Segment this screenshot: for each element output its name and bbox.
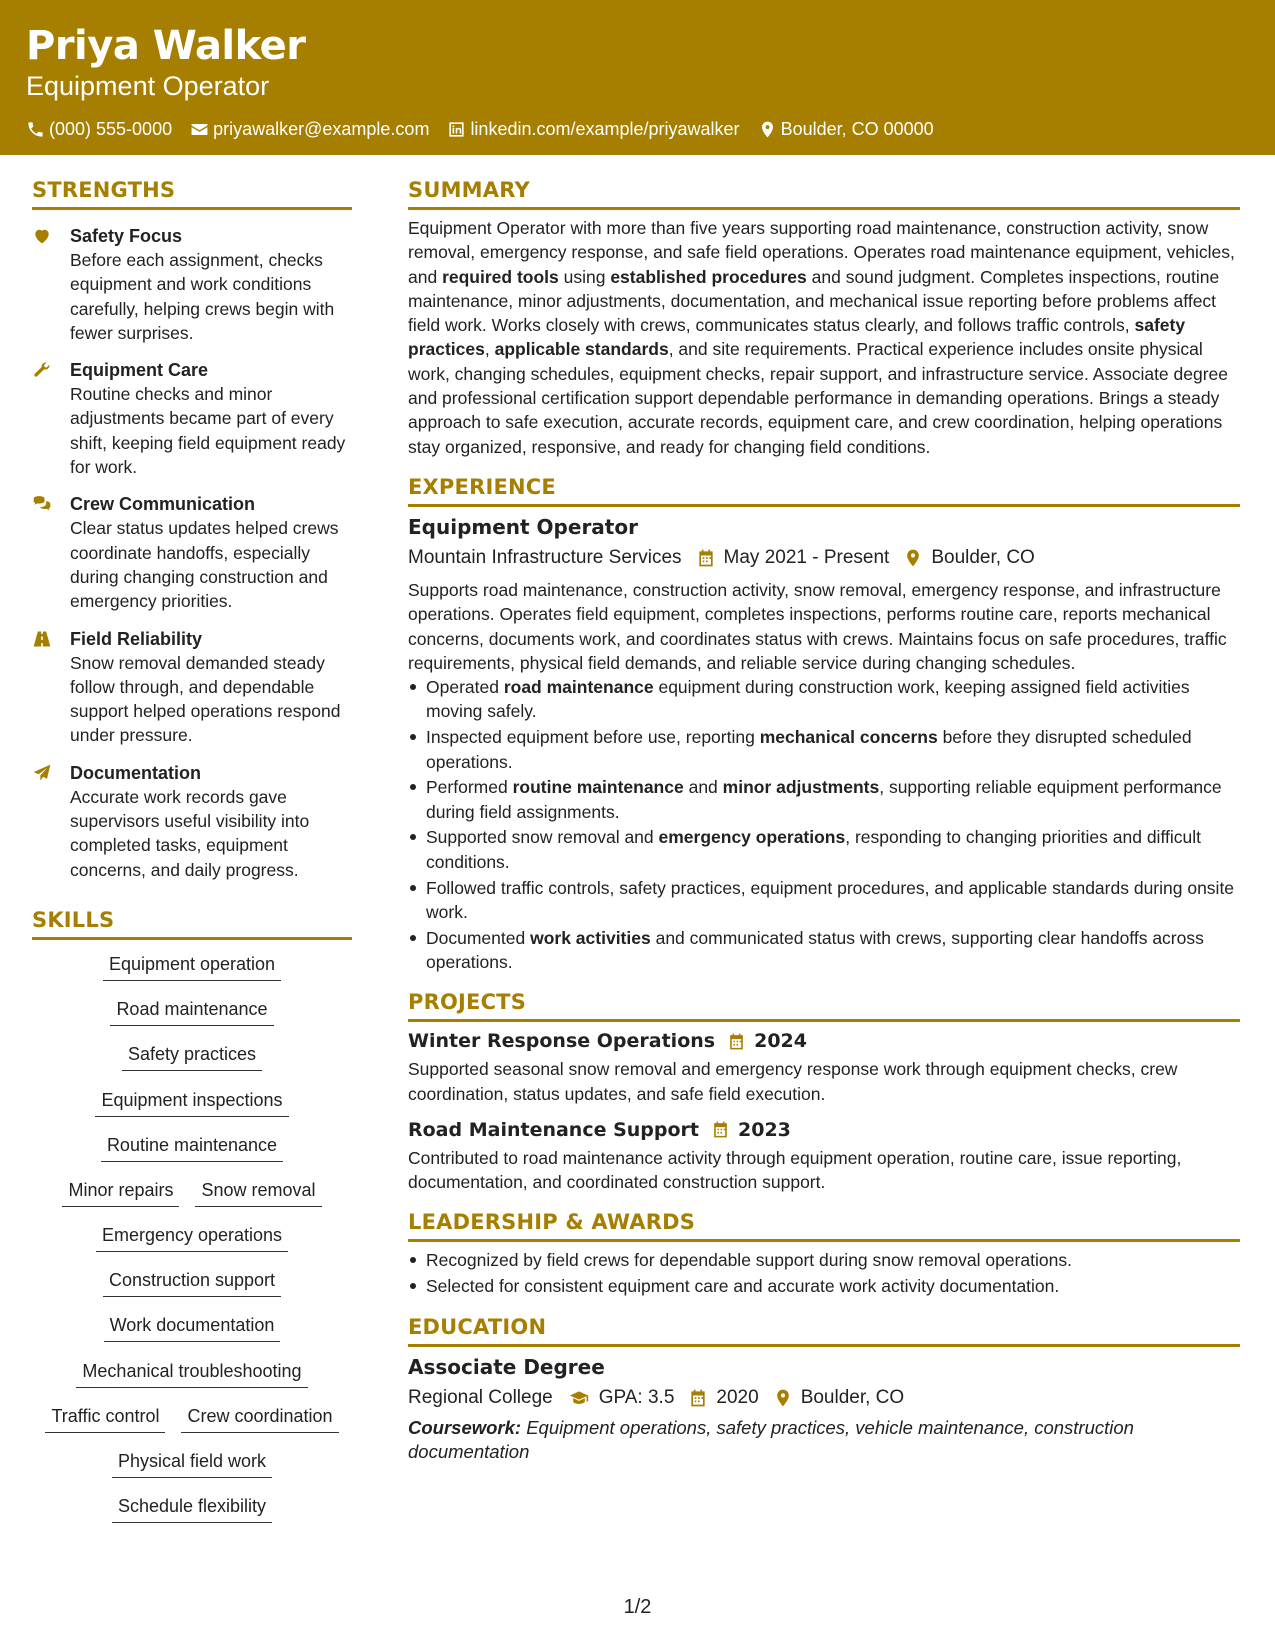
text-run: and sound judgment. Completes inspections, routine maintenance, minor adjustments, documentation, and mechanical issue reporting before problems affect field work. Works closely with crews, communicates status clearly, and follows traffic controls, xyxy=(408,266,1220,336)
strength-item xyxy=(32,761,352,882)
paper-plane-icon xyxy=(32,763,52,783)
contact-location xyxy=(758,118,934,140)
list-item xyxy=(426,876,1240,925)
coursework-label: Coursework: xyxy=(408,1416,522,1438)
wrench-icon xyxy=(32,360,52,380)
summary-heading: SUMMARY xyxy=(408,176,1240,210)
job-title: Equipment Operator xyxy=(408,514,638,539)
strength-description: Before each assignment, checks equipment and work conditions carefully, helping crews begin with fewer surprises. xyxy=(70,250,335,343)
coursework xyxy=(408,1416,1240,1464)
skill-tag: Snow removal xyxy=(195,1176,321,1207)
bold-text: road maintenance xyxy=(503,677,654,698)
text-run: using xyxy=(558,266,611,287)
school-location: Boulder, CO xyxy=(800,1386,905,1408)
text-run: Supported snow removal and xyxy=(426,827,659,848)
text-run: Documented xyxy=(426,927,531,948)
calendar-icon xyxy=(727,1032,746,1051)
contact-phone[interactable] xyxy=(26,118,172,140)
text-run: before they disrupted scheduled operations. xyxy=(426,727,1192,772)
strength-description: Clear status updates helped crews coordinate handoffs, especially during changing construction and emergency priorities. xyxy=(70,518,339,612)
project-year: 2024 xyxy=(754,1030,807,1053)
skill-tag: Safety practices xyxy=(122,1040,262,1071)
resume-header xyxy=(0,0,1275,155)
contact-phone-text: (000) 555-0000 xyxy=(49,119,173,139)
location-pin-icon xyxy=(758,120,777,139)
job-bullets xyxy=(408,675,1240,974)
skill-tag: Emergency operations xyxy=(96,1221,288,1252)
bold-text: mechanical concerns xyxy=(759,727,938,748)
skill-tag: Physical field work xyxy=(112,1447,272,1478)
skill-tag: Equipment operation xyxy=(103,950,281,981)
bold-text: minor adjustments xyxy=(722,777,880,798)
contact-email[interactable] xyxy=(190,118,429,140)
bold-text: required tools xyxy=(442,266,559,287)
comments-icon xyxy=(32,494,52,514)
job-meta xyxy=(408,544,1240,572)
project-title: Road Maintenance Support xyxy=(408,1118,700,1141)
strength-description: Accurate work records gave supervisors useful visibility into completed tasks, equipment concerns, and daily progress. xyxy=(70,786,310,880)
project-title-row xyxy=(408,1116,1240,1144)
text-run: and communicated status with crews, supporting clear handoffs across operations. xyxy=(426,927,1204,972)
strength-item xyxy=(32,358,352,479)
strength-description: Snow removal demanded steady follow through, and dependable support helped operations respond under pressure. xyxy=(70,652,341,746)
left-column xyxy=(32,176,352,1537)
strength-title: Safety Focus xyxy=(70,226,183,246)
graduation-year: 2020 xyxy=(716,1386,759,1408)
strength-item xyxy=(32,492,352,613)
page-number: 1/2 xyxy=(623,1596,652,1618)
text-run: and xyxy=(683,777,723,798)
education-heading: EDUCATION xyxy=(408,1313,1240,1347)
skills-heading: SKILLS xyxy=(32,906,352,940)
calendar-icon xyxy=(688,1388,708,1408)
text-run: , supporting reliable equipment performance during field assignments. xyxy=(426,777,1222,822)
bold-text: safety practices xyxy=(408,315,1186,360)
candidate-title: Equipment Operator xyxy=(26,71,270,101)
contact-linkedin-text: linkedin.com/example/priyawalker xyxy=(470,119,740,139)
bold-text: established procedures xyxy=(610,266,807,287)
text-run: Inspected equipment before use, reporting xyxy=(426,727,760,748)
skill-tag: Routine maintenance xyxy=(101,1131,283,1162)
list-item xyxy=(426,825,1240,874)
road-icon xyxy=(32,629,52,649)
skill-tag: Equipment inspections xyxy=(95,1086,288,1117)
strengths-heading: STRENGTHS xyxy=(32,176,352,210)
location-pin-icon xyxy=(903,548,923,568)
school-name: Regional College xyxy=(408,1386,553,1408)
text-run: Operated xyxy=(426,677,504,698)
text-run: Equipment Operator with more than five years supporting road maintenance, construction activity, snow removal, emergency response, and safe field operations. Operates road maintenance equipment, vehicles, and xyxy=(408,218,1235,287)
coursework-text: Equipment operations, safety practices, vehicle maintenance, construction documentation xyxy=(408,1416,1134,1462)
strength-title: Field Reliability xyxy=(70,628,203,649)
project-year: 2023 xyxy=(738,1118,791,1141)
strength-item xyxy=(32,224,352,345)
projects-heading: PROJECTS xyxy=(408,988,1240,1022)
skill-tag: Work documentation xyxy=(104,1311,281,1342)
graduation-cap-icon xyxy=(567,1388,591,1408)
list-item xyxy=(426,926,1240,975)
project-title: Winter Response Operations xyxy=(408,1030,716,1053)
heart-icon xyxy=(32,226,52,246)
strength-title: Documentation xyxy=(70,762,202,783)
skill-tag: Minor repairs xyxy=(62,1176,179,1207)
location-pin-icon xyxy=(773,1388,793,1408)
strengths-list xyxy=(32,210,352,882)
bold-text: applicable standards xyxy=(494,339,669,360)
leadership-list xyxy=(408,1248,1240,1298)
text-run: Followed traffic controls, safety practices, equipment procedures, and applicable standards during onsite work. xyxy=(426,877,1235,922)
calendar-icon xyxy=(711,1120,730,1139)
skill-tag: Crew coordination xyxy=(181,1402,338,1433)
job-company: Mountain Infrastructure Services xyxy=(408,546,682,568)
job-description: Supports road maintenance, construction activity, snow removal, emergency response, and infrastructure operations. Operates field equipment, completes inspections, performs routine care, reports mechanical concerns, documents work, and coordinates status with crews. Maintains focus on safe procedures, traffic requirements, physical field demands, and reliable service during changing schedules. xyxy=(408,579,1227,673)
text-run: equipment during construction work, keeping assigned field activities moving safely. xyxy=(426,677,1190,722)
text-run: Performed xyxy=(426,777,513,798)
text-run: , and site requirements. Practical experience includes onsite physical work, changing schedules, equipment checks, repair support, and infrastructure service. Associate degree and professional certification support dependable performance in demanding operations. Brings a steady approach to safe execution, accurate records, equipment care, and crew coordination, helping operations stay organized, responsive, and ready for changing field conditions. xyxy=(408,339,1229,457)
linkedin-icon xyxy=(447,120,466,139)
skill-tag: Mechanical troubleshooting xyxy=(76,1357,307,1388)
bold-text: routine maintenance xyxy=(512,777,684,798)
contact-email-text: priyawalker@example.com xyxy=(213,119,430,139)
job-dates: May 2021 - Present xyxy=(723,546,890,568)
bold-text: work activities xyxy=(530,927,651,948)
calendar-icon xyxy=(696,548,716,568)
education-meta xyxy=(408,1384,1240,1412)
text-run: , responding to changing priorities and difficult conditions. xyxy=(426,827,1201,872)
skill-tag: Traffic control xyxy=(45,1402,165,1433)
contact-location-text: Boulder, CO 00000 xyxy=(780,119,934,139)
skill-tag: Road maintenance xyxy=(110,995,273,1026)
text-run: , xyxy=(484,339,495,360)
right-column xyxy=(408,176,1240,1464)
candidate-name: Priya Walker xyxy=(26,23,306,69)
leadership-heading: LEADERSHIP & AWARDS xyxy=(408,1208,1240,1242)
project-description: Supported seasonal snow removal and emergency response work through equipment checks, crew coordination, status updates, and safe field execution. xyxy=(408,1059,1178,1104)
gpa: GPA: 3.5 xyxy=(598,1386,675,1408)
contact-linkedin[interactable] xyxy=(447,118,739,140)
skills-list xyxy=(32,950,352,1537)
degree: Associate Degree xyxy=(408,1354,605,1379)
summary-text xyxy=(408,216,1240,459)
strength-title: Crew Communication xyxy=(70,494,256,515)
phone-icon xyxy=(26,120,45,139)
skill-tag: Schedule flexibility xyxy=(112,1492,272,1523)
list-item: Recognized by field crews for dependable support during snow removal operations. xyxy=(426,1248,1240,1272)
list-item xyxy=(426,675,1240,724)
bold-text: emergency operations xyxy=(658,827,846,848)
list-item xyxy=(426,775,1240,824)
experience-heading: EXPERIENCE xyxy=(408,473,1240,507)
project-title-row xyxy=(408,1027,1240,1055)
project-description: Contributed to road maintenance activity through equipment operation, routine care, issue reporting, documentation, and coordinated construction support. xyxy=(408,1147,1182,1193)
strength-item xyxy=(32,627,352,748)
contact-bar xyxy=(26,118,1249,140)
envelope-icon xyxy=(190,120,209,139)
strength-description: Routine checks and minor adjustments became part of every shift, keeping field equipment ready for work. xyxy=(70,384,346,478)
strength-title: Equipment Care xyxy=(70,360,209,381)
job-location: Boulder, CO xyxy=(931,546,1035,568)
list-item xyxy=(426,725,1240,774)
list-item: Selected for consistent equipment care and accurate work activity documentation. xyxy=(426,1274,1240,1298)
skill-tag: Construction support xyxy=(103,1266,281,1297)
